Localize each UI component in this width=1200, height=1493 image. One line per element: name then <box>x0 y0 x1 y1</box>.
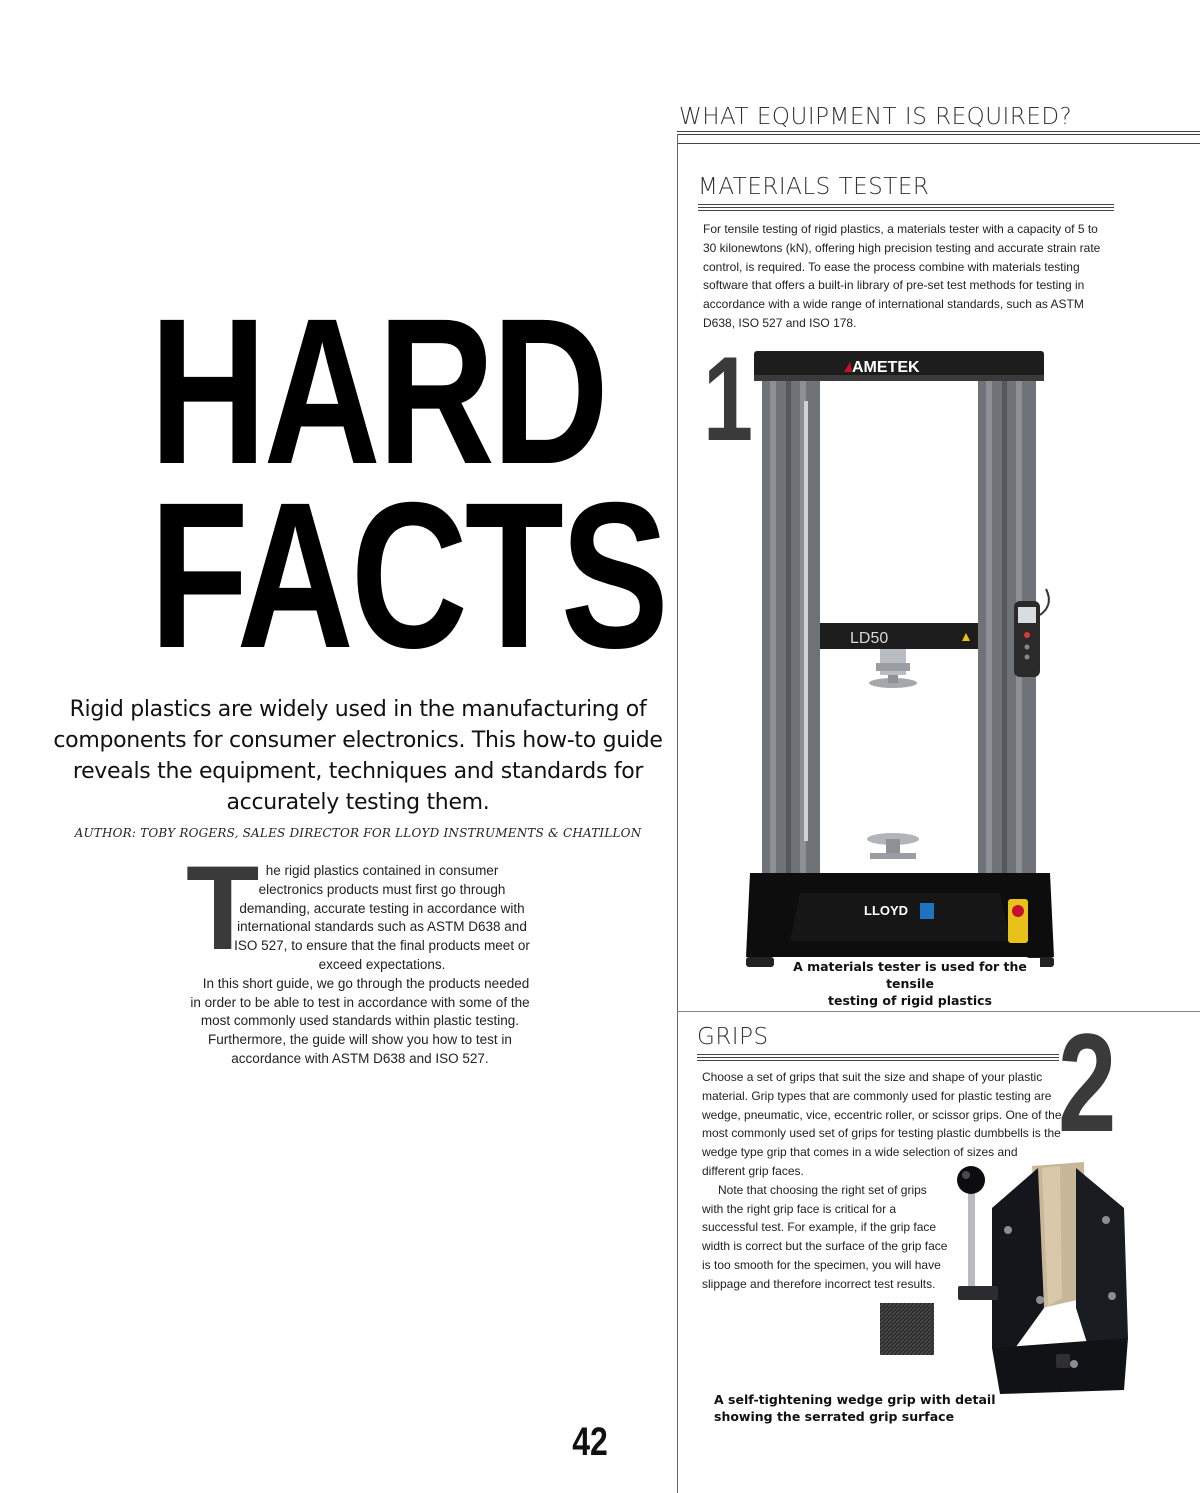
grip-handle-knob <box>957 1166 985 1194</box>
moving-crosshead <box>820 623 978 649</box>
materials-tester-caption <box>780 958 1040 1009</box>
grips-paragraph-1: Choose a set of grips that suit the size and shape of your plastic material. Grip types that are commonly used for plastic testing are wedge, pneumatic, vice, eccentric roller, or scissor grips. One of the most commonly used set of grips for testing plastic dumbbells is the wedge type grip that comes in a wide selection of sizes and different grip faces. <box>702 1070 1062 1178</box>
intro-paragraph-2: In this short guide, we go through the products needed in order to be able to test in accordance with some of the most commonly used standards within plastic testing. Furthermore, the guide will show you how to test in accordance with ASTM D638 and ISO 527. <box>190 975 530 1066</box>
materials-tester-image <box>740 345 1060 985</box>
model-label: LD50 <box>850 630 889 647</box>
materials-tester-caption-line-1: A materials tester is used for the tensile <box>793 959 1027 991</box>
materials-tester-rule-mid <box>698 207 1114 208</box>
materials-tester-caption-line-2: testing of rigid plastics <box>828 993 992 1008</box>
page-title <box>149 276 666 692</box>
grip-surface-detail-image <box>880 1303 934 1355</box>
materials-tester-heading: MATERIALS TESTER <box>698 174 930 200</box>
grips-heading: GRIPS <box>697 1024 769 1050</box>
top-rule <box>677 143 1200 144</box>
wedge-grip-image <box>948 1158 1132 1398</box>
grips-caption-line-1: A self-tightening wedge grip with detail <box>714 1392 996 1407</box>
grips-caption <box>714 1391 1014 1425</box>
base-logo: LLOYD <box>864 903 909 918</box>
intro-paragraph-1: he rigid plastics contained in consumer electronics products must first go through demanding, accurate testing in accordance with international standards such as ASTM D638 and ISO 527, to ensure that the final products meet or exceed expectations. <box>234 863 530 972</box>
section-divider <box>677 1011 1200 1012</box>
brand-logo: AMETEK <box>852 359 920 376</box>
number-2: 2 <box>1058 1004 1117 1161</box>
grips-rule-mid <box>697 1057 1059 1058</box>
author-credit: AUTHOR: TOBY ROGERS, SALES DIRECTOR FOR LLOYD INSTRUMENTS & CHATILLON <box>74 826 642 840</box>
heading-rule <box>677 131 1200 135</box>
intro-text <box>190 862 530 1069</box>
title-line-facts: FACTS <box>149 460 666 692</box>
column-divider <box>677 134 678 1493</box>
grips-paragraph-2: Note that choosing the right set of grips with the right grip face is critical for a successful test. For example, if the grip face width is correct but the surface of the grip face is too smooth for the specimen, you will have slippage and therefore incorrect test results. <box>702 1182 948 1291</box>
title-line-hard: HARD <box>149 276 606 508</box>
standfirst: Rigid plastics are widely used in the manufacturing of components for consumer electronics. This how-to guide reveals the equipment, techniques and standards for accurately testing them. <box>53 697 663 815</box>
drop-cap: T <box>186 841 260 975</box>
section-heading: WHAT EQUIPMENT IS REQUIRED? <box>679 104 1073 130</box>
page-number: 42 <box>572 1420 608 1464</box>
grips-caption-line-2: showing the serrated grip surface <box>714 1409 955 1424</box>
number-1: 1 <box>703 332 754 466</box>
materials-tester-body: For tensile testing of rigid plastics, a materials tester with a capacity of 5 to 30 kilonewtons (kN), offering high precision testing and accurate strain rate control, is required. To ease the process combine with materials testing software that offers a built-in library of pre-set test methods for testing in accordance with a wide range of international standards, such as ASTM D638, ISO 527 and ISO 178. <box>703 222 1101 330</box>
